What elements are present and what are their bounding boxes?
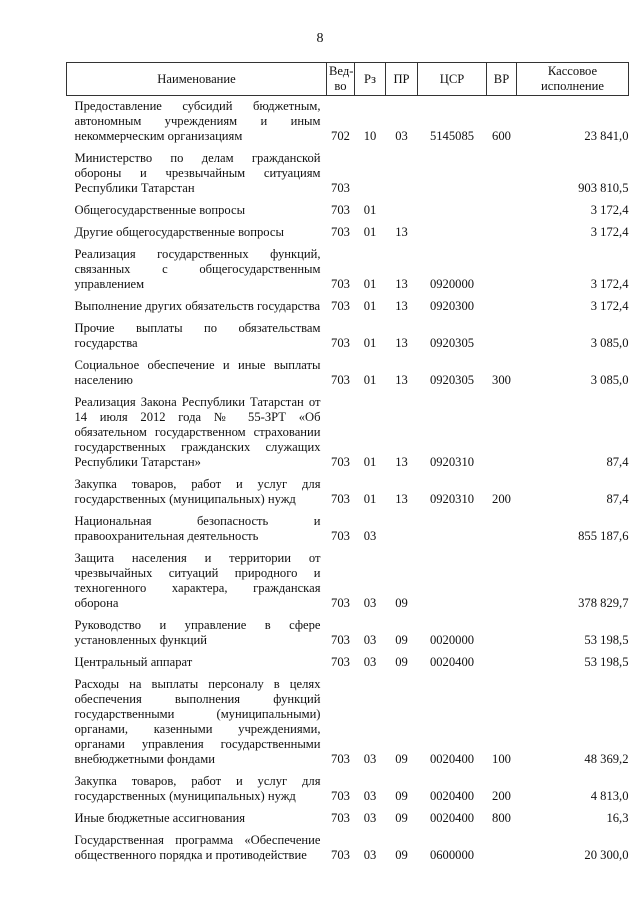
row-ved: 703 — [331, 633, 350, 647]
row-ved: 703 — [331, 277, 350, 291]
row-name: Руководство и управление в сфере установленных функций — [74, 618, 321, 647]
row-name: Закупка товаров, работ и услуг для государственных (муниципальных) нужд — [74, 774, 321, 803]
row-vr — [487, 200, 517, 222]
row-rz: 01 — [363, 203, 377, 217]
row-pr — [386, 200, 418, 222]
row-name: Предоставление субсидий бюджетным, автономным учреждениям и иным некоммерческим организациям — [74, 99, 321, 143]
row-vr — [487, 615, 517, 652]
row-rz: 03 — [363, 596, 377, 610]
row-vr: 800 — [492, 811, 511, 825]
table-row — [67, 200, 629, 222]
header-ved: Вед-во — [327, 63, 355, 96]
row-pr: 13 — [395, 299, 408, 313]
row-pr — [386, 148, 418, 200]
row-csr: 0020400 — [429, 789, 475, 803]
row-pr: 03 — [395, 129, 408, 143]
row-pr: 09 — [395, 655, 408, 669]
table-row — [67, 392, 629, 474]
table-row — [67, 511, 629, 548]
row-name: Другие общегосударственные вопросы — [74, 225, 284, 239]
row-amount: 87,4 — [606, 492, 629, 506]
header-csr: ЦСР — [418, 63, 487, 96]
row-pr: 09 — [395, 848, 408, 862]
table-row — [67, 808, 629, 830]
row-vr — [487, 511, 517, 548]
row-csr — [418, 222, 487, 244]
row-ved: 703 — [331, 752, 350, 766]
row-csr: 0600000 — [429, 848, 475, 862]
row-ved: 702 — [331, 129, 350, 143]
row-name: Центральный аппарат — [74, 655, 193, 669]
row-rz: 01 — [363, 277, 377, 291]
row-ved: 703 — [331, 373, 350, 387]
row-amount: 23 841,0 — [584, 129, 629, 143]
row-pr: 13 — [395, 492, 408, 506]
row-amount: 16,3 — [606, 811, 629, 825]
row-pr: 13 — [395, 336, 408, 350]
row-name: Выполнение других обязательств государства — [74, 299, 321, 313]
row-rz: 03 — [363, 848, 377, 862]
row-csr: 0020000 — [429, 633, 475, 647]
row-pr: 09 — [395, 596, 408, 610]
row-vr: 100 — [492, 752, 511, 766]
row-pr — [386, 511, 418, 548]
row-name: Общегосударственные вопросы — [74, 203, 246, 217]
row-csr — [418, 511, 487, 548]
row-rz — [355, 148, 386, 200]
row-vr — [487, 148, 517, 200]
row-ved: 703 — [331, 596, 350, 610]
row-csr: 0020400 — [429, 655, 475, 669]
row-amount: 903 810,5 — [578, 181, 629, 195]
table-row — [67, 771, 629, 808]
row-rz: 03 — [363, 752, 377, 766]
row-pr: 13 — [395, 455, 408, 469]
table-row — [67, 296, 629, 318]
table-row — [67, 222, 629, 244]
row-rz: 03 — [363, 633, 377, 647]
table-row — [67, 830, 629, 867]
row-amount: 53 198,5 — [584, 655, 629, 669]
row-ved: 703 — [331, 455, 350, 469]
row-vr: 600 — [492, 129, 511, 143]
row-amount: 48 369,2 — [584, 752, 629, 766]
row-name: Реализация Закона Республики Татарстан от 14 июля 2012 года № 55-ЗРТ «Об обязательном государственном страховании государственных гражданских служащих Республики Татарстан» — [74, 395, 321, 469]
row-rz: 01 — [363, 336, 377, 350]
row-ved: 703 — [331, 492, 350, 506]
row-pr: 09 — [395, 633, 408, 647]
row-vr — [487, 652, 517, 674]
budget-execution-table — [66, 62, 629, 867]
row-csr — [418, 548, 487, 615]
row-ved: 703 — [331, 529, 350, 543]
row-amount: 4 813,0 — [590, 789, 629, 803]
row-rz: 03 — [363, 655, 377, 669]
table-row — [67, 652, 629, 674]
row-name: Социальное обеспечение и иные выплаты населению — [74, 358, 321, 387]
row-ved: 703 — [331, 299, 350, 313]
header-pr: ПР — [386, 63, 418, 96]
row-ved: 703 — [331, 811, 350, 825]
row-csr: 0920310 — [429, 492, 475, 506]
row-amount: 20 300,0 — [584, 848, 629, 862]
table-row — [67, 674, 629, 771]
row-pr: 09 — [395, 789, 408, 803]
row-vr: 300 — [492, 373, 511, 387]
row-ved: 703 — [331, 848, 350, 862]
row-vr — [487, 222, 517, 244]
row-name: Реализация государственных функций, связанных с общегосударственным управлением — [74, 247, 321, 291]
table-row — [67, 615, 629, 652]
row-csr — [418, 148, 487, 200]
row-csr: 0920305 — [429, 373, 475, 387]
table-row — [67, 474, 629, 511]
row-amount: 53 198,5 — [584, 633, 629, 647]
row-name: Министерство по делам гражданской обороны и чрезвычайным ситуациям Республики Татарстан — [74, 151, 321, 195]
header-vr: ВР — [487, 63, 517, 96]
row-rz: 03 — [363, 811, 377, 825]
row-amount: 378 829,7 — [578, 596, 629, 610]
page-number: 8 — [316, 31, 324, 46]
row-amount: 3 172,4 — [590, 277, 629, 291]
row-vr — [487, 392, 517, 474]
row-name: Защита населения и территории от чрезвычайных ситуаций природного и техногенного характера, гражданская оборона — [74, 551, 321, 610]
row-vr: 200 — [492, 789, 511, 803]
header-amount: Кассовое исполнение — [517, 63, 629, 96]
table-row — [67, 244, 629, 296]
table-row — [67, 148, 629, 200]
row-csr: 0020400 — [429, 811, 475, 825]
row-vr — [487, 244, 517, 296]
row-name: Расходы на выплаты персоналу в целях обеспечения выполнения функций государственными (муниципальными) органами, казенными учреждениями, органами управления государственными внебюджетными фондами — [74, 677, 321, 766]
row-csr: 0020400 — [429, 752, 475, 766]
row-ved: 703 — [331, 203, 350, 217]
row-name: Прочие выплаты по обязательствам государства — [74, 321, 321, 350]
row-ved: 703 — [331, 225, 350, 239]
row-rz: 03 — [363, 529, 377, 543]
row-amount: 3 085,0 — [590, 373, 629, 387]
table-body — [67, 96, 629, 868]
table-row — [67, 548, 629, 615]
row-vr — [487, 296, 517, 318]
row-csr: 0920000 — [429, 277, 475, 291]
row-csr: 5145085 — [429, 129, 475, 143]
table-row — [67, 318, 629, 355]
row-amount: 3 085,0 — [590, 336, 629, 350]
row-rz: 01 — [363, 492, 377, 506]
row-rz: 01 — [363, 455, 377, 469]
table-row — [67, 96, 629, 149]
row-pr: 13 — [395, 373, 408, 387]
row-name: Иные бюджетные ассигнования — [74, 811, 246, 825]
row-rz: 03 — [363, 789, 377, 803]
row-amount: 3 172,4 — [590, 225, 629, 239]
row-pr: 13 — [395, 225, 408, 239]
row-csr — [418, 200, 487, 222]
row-ved: 703 — [331, 655, 350, 669]
row-vr — [487, 548, 517, 615]
row-rz: 01 — [363, 373, 377, 387]
row-ved: 703 — [331, 789, 350, 803]
row-csr: 0920300 — [429, 299, 475, 313]
row-name: Закупка товаров, работ и услуг для государственных (муниципальных) нужд — [74, 477, 321, 506]
row-csr: 0920305 — [429, 336, 475, 350]
row-vr — [487, 318, 517, 355]
row-amount: 3 172,4 — [590, 203, 629, 217]
header-rz: Рз — [355, 63, 386, 96]
table-row — [67, 355, 629, 392]
row-amount: 855 187,6 — [578, 529, 629, 543]
row-rz: 10 — [363, 129, 377, 143]
row-amount: 3 172,4 — [590, 299, 629, 313]
row-name: Государственная программа «Обеспечение общественного порядка и противодействие — [74, 833, 321, 862]
row-pr: 09 — [395, 752, 408, 766]
row-vr — [487, 830, 517, 867]
row-rz: 01 — [363, 299, 377, 313]
row-vr: 200 — [492, 492, 511, 506]
row-ved: 703 — [331, 336, 350, 350]
row-rz: 01 — [363, 225, 377, 239]
header-name: Наименование — [67, 63, 327, 96]
row-pr: 13 — [395, 277, 408, 291]
row-csr: 0920310 — [429, 455, 475, 469]
row-name: Национальная безопасность и правоохранительная деятельность — [74, 514, 321, 543]
row-amount: 87,4 — [606, 455, 629, 469]
row-pr: 09 — [395, 811, 408, 825]
table-header-row — [67, 63, 629, 96]
row-ved: 703 — [331, 181, 350, 195]
